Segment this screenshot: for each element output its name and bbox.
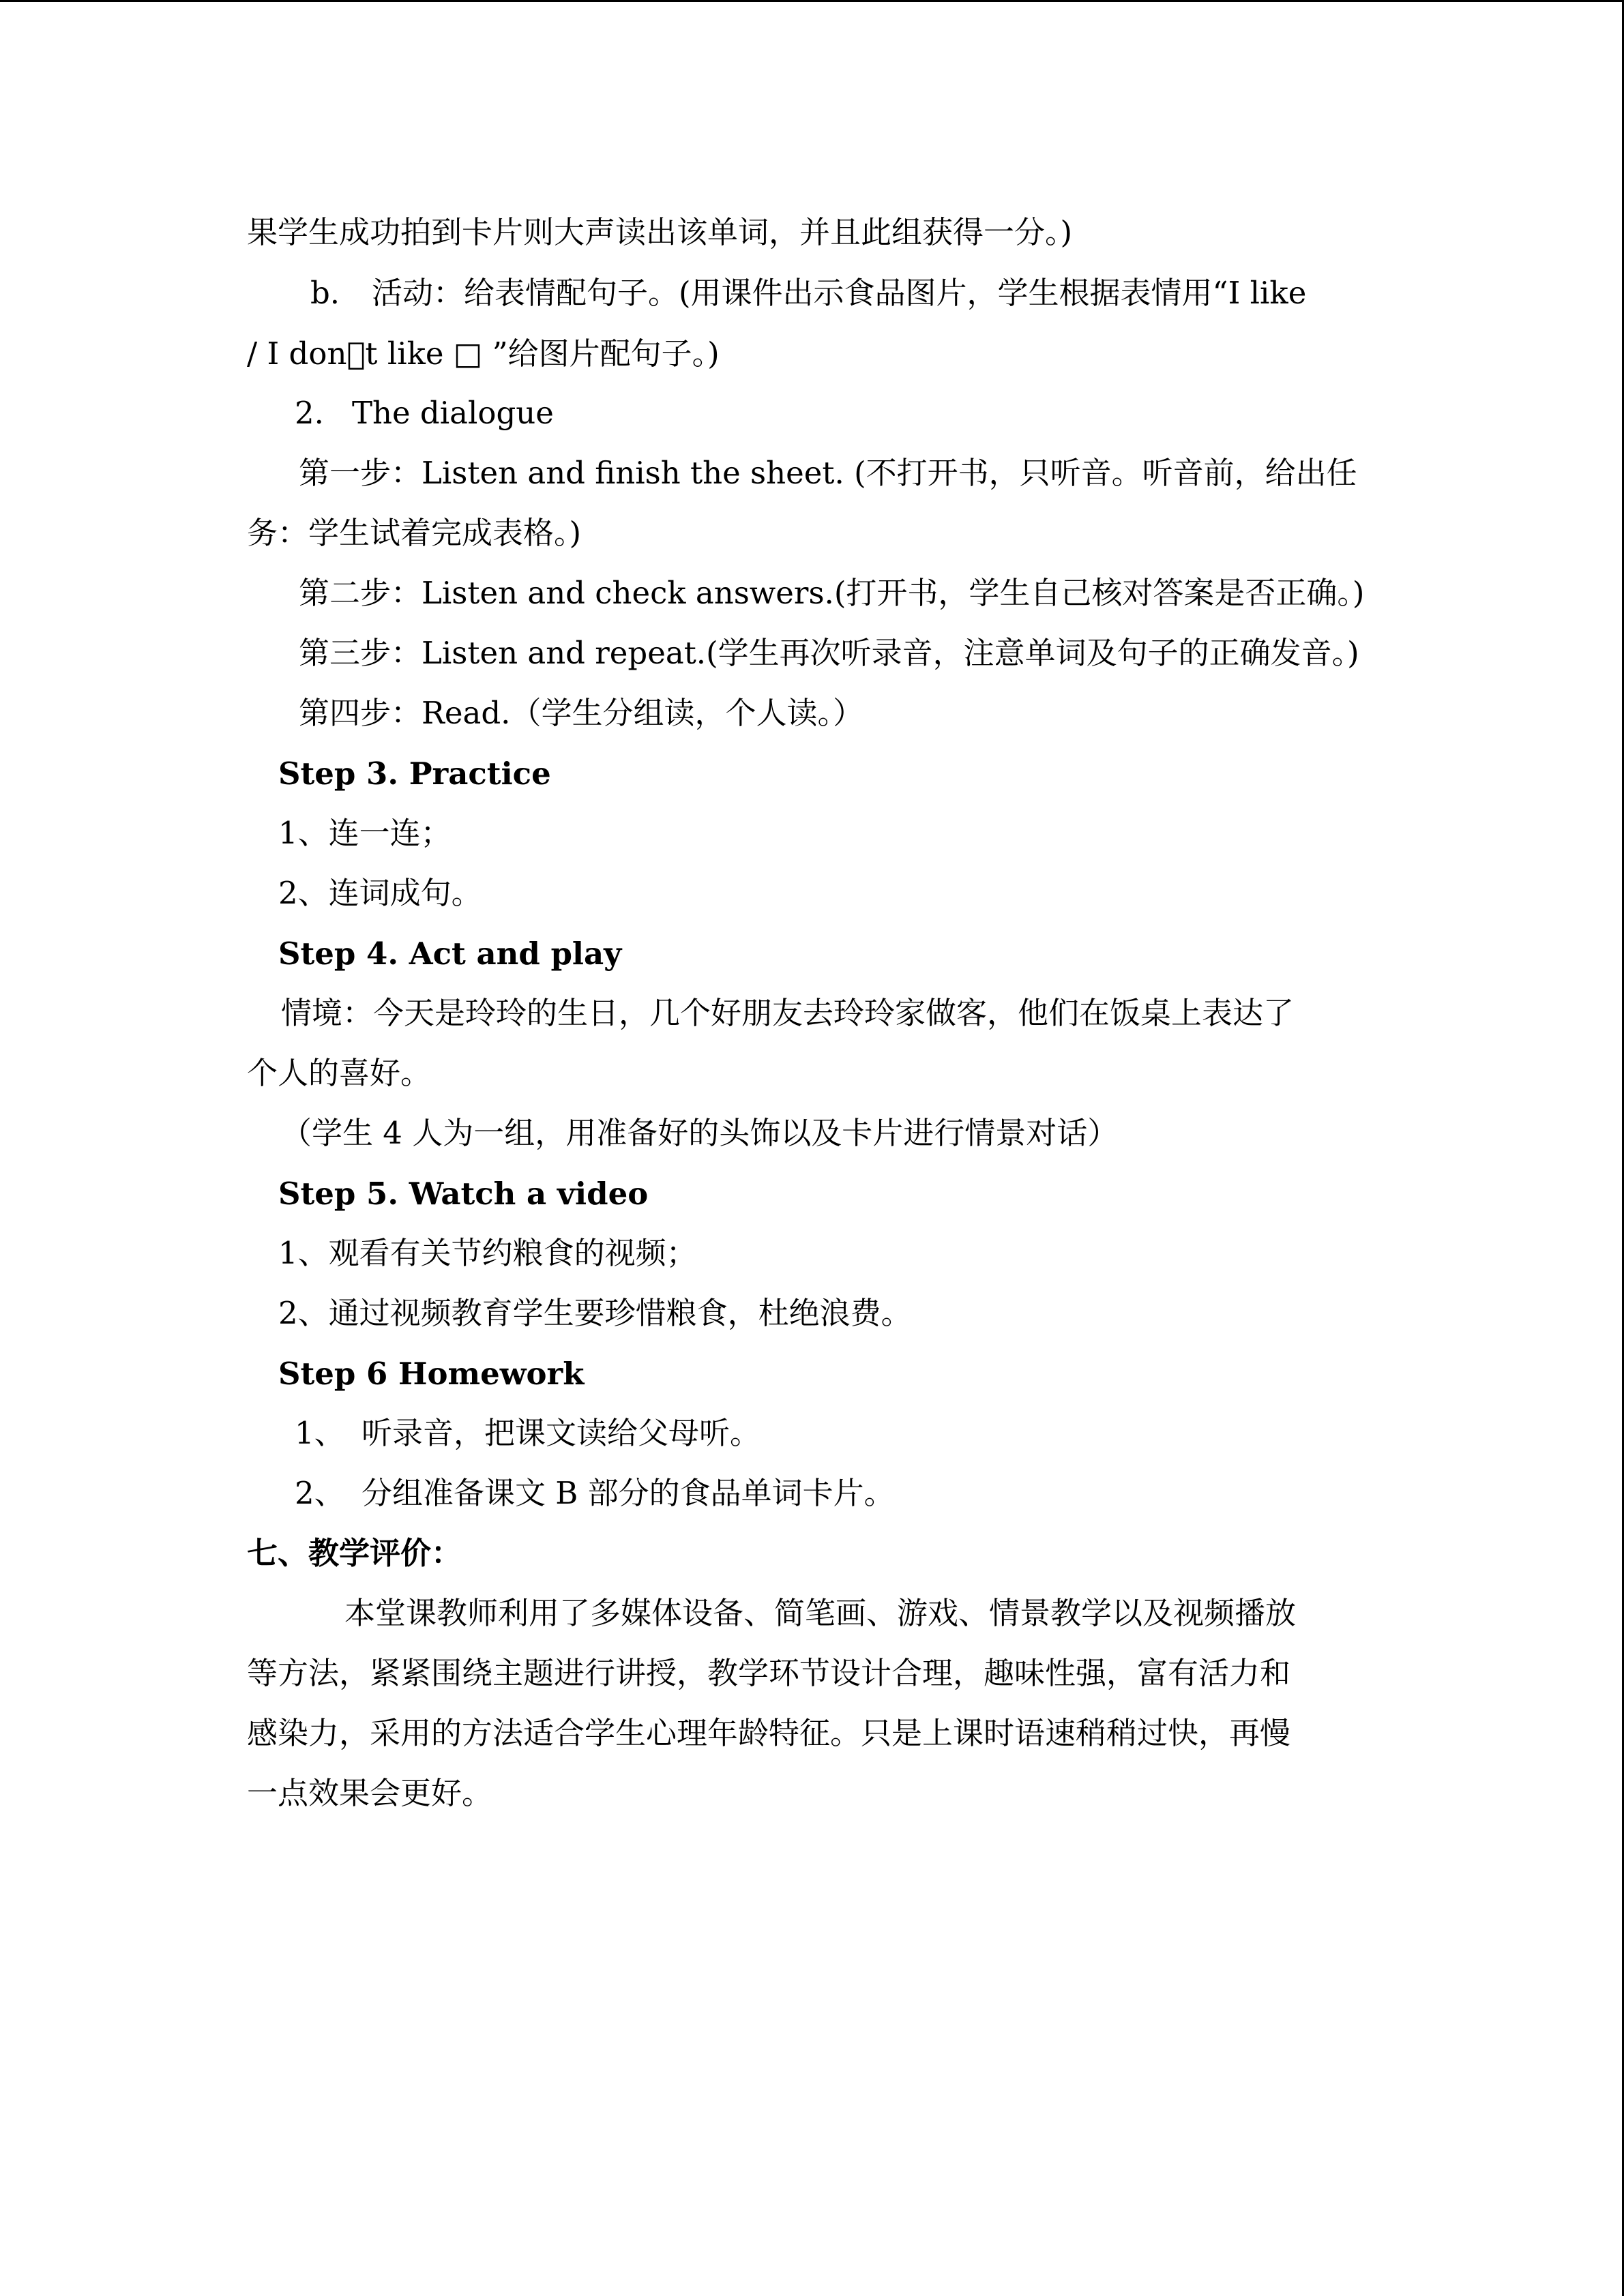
section-heading-act-and-play: Step 4. Act and play <box>278 936 622 972</box>
paragraph-line: / I don t like □ ”给图片配句子。) <box>247 336 720 372</box>
list-item: 2、通过视频教育学生要珍惜粮食，杜绝浪费。 <box>278 1295 912 1331</box>
paragraph-line: 感染力，采用的方法适合学生心理年龄特征。只是上课时语速稍稍过快，再慢 <box>247 1715 1291 1751</box>
paragraph-line: （学生 4 人为一组，用准备好的头饰以及卡片进行情景对话） <box>281 1115 1119 1151</box>
list-item: 1、观看有关节约粮食的视频； <box>278 1235 697 1271</box>
step-one-line: 第一步：Listen and finish the sheet. (不打开书，只听音。听音前，给出任 <box>299 455 1357 491</box>
list-item: 1、连一连； <box>278 815 452 851</box>
paragraph-line: 本堂课教师利用了多媒体设备、简笔画、游戏、情景教学以及视频播放 <box>344 1595 1297 1631</box>
section-heading-watch-video: Step 5. Watch a video <box>278 1176 649 1212</box>
paragraph-line: 情境：今天是玲玲的生日，几个好朋友去玲玲家做客，他们在饭桌上表达了 <box>281 995 1295 1031</box>
activity-b-marker: b. <box>310 275 340 311</box>
list-item <box>295 1413 761 1454</box>
step-four-line: 第四步：Read.（学生分组读，个人读。） <box>299 695 863 731</box>
paragraph-line: 个人的喜好。 <box>247 1055 432 1091</box>
list-item <box>295 1473 895 1514</box>
step-two-line: 第二步：Listen and check answers.(打开书，学生自己核对答案是否正确。) <box>299 575 1365 611</box>
paragraph-line: 果学生成功拍到卡片则大声读出该单词，并且此组获得一分。) <box>247 214 1073 250</box>
list-item-text: 听录音，把课文读给父母听。 <box>361 1415 761 1451</box>
step-three-line: 第三步：Listen and repeat.(学生再次听录音，注意单词及句子的正确发音。) <box>299 635 1359 671</box>
paragraph-line: 一点效果会更好。 <box>247 1775 493 1811</box>
list-item-number: 2、 <box>295 1475 345 1511</box>
section-heading-practice: Step 3. Practice <box>278 756 551 792</box>
section-heading-evaluation: 七、教学评价： <box>247 1535 462 1571</box>
list-item: 2、连词成句。 <box>278 875 482 911</box>
paragraph-line: 务：学生试着完成表格。) <box>247 515 582 551</box>
activity-b-text: 活动：给表情配句子。(用课件出示食品图片，学生根据表情用“I like <box>372 275 1307 311</box>
page-top-border <box>0 0 1624 2</box>
section-heading-homework: Step 6 Homework <box>278 1356 585 1392</box>
list-item-number: 1、 <box>295 1415 345 1451</box>
dialogue-heading <box>295 393 554 434</box>
paragraph-line: 等方法，紧紧围绕主题进行讲授，教学环节设计合理，趣味性强，富有活力和 <box>247 1655 1291 1691</box>
dialogue-title: The dialogue <box>352 395 554 431</box>
list-item-text: 分组准备课文 B 部分的食品单词卡片。 <box>361 1475 895 1511</box>
activity-b-line <box>310 273 1379 314</box>
dialogue-number: 2. <box>295 395 324 431</box>
